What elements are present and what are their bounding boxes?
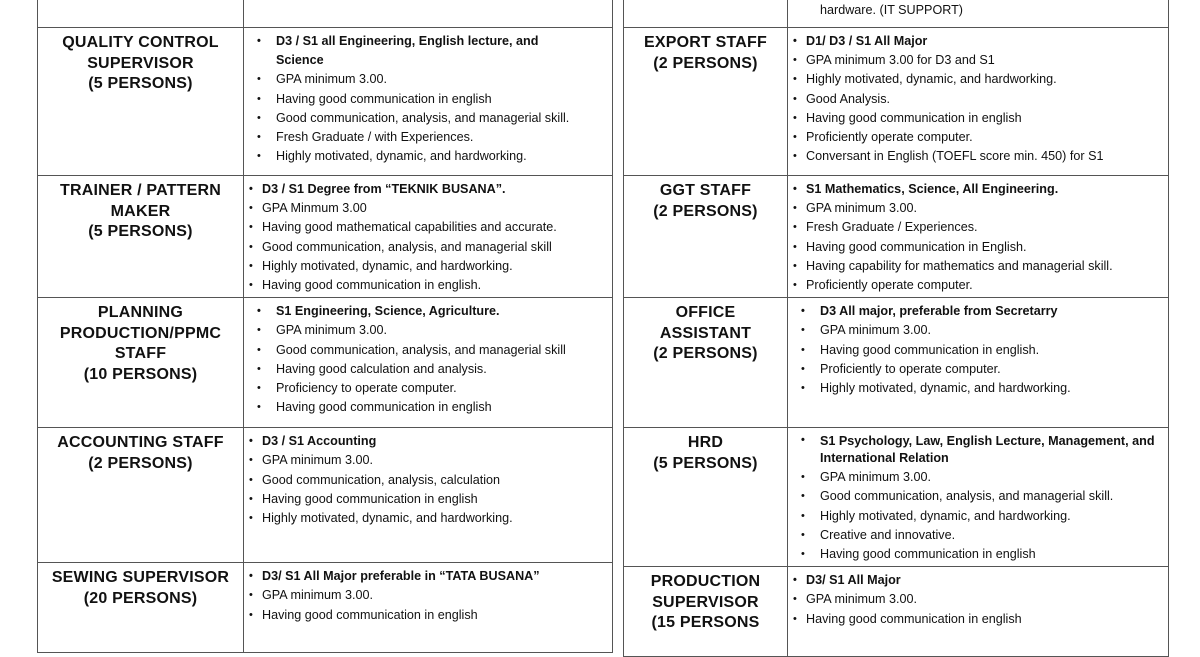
position-cell	[624, 28, 788, 176]
job-row	[624, 428, 1169, 567]
requirements-cell	[788, 28, 1169, 176]
position-title-line: TRAINER / PATTERN	[59, 182, 222, 199]
requirements-list	[244, 302, 608, 417]
requirement-item: • Having capability for mathematics and managerial skill.	[788, 257, 1164, 276]
requirements-cell	[788, 298, 1169, 428]
requirement-item: • Having good mathematical capabilities and accurate.	[244, 218, 608, 237]
position-title-line: (5 PERSONS)	[653, 454, 758, 472]
position-title-line: PLANNING	[97, 304, 184, 322]
requirements-cell	[788, 567, 1169, 657]
position-title-line: STAFF	[114, 345, 167, 363]
requirements-list	[244, 567, 608, 625]
requirement-item: • Highly motivated, dynamic, and hardworking.	[788, 507, 1164, 526]
requirement-item: • Highly motivated, dynamic, and hardworking.	[244, 147, 608, 166]
position-title-line: (2 PERSONS)	[88, 454, 193, 472]
requirement-item: • Highly motivated, dynamic, and hardworking.	[244, 257, 608, 276]
position-title-line: PRODUCTION/PPMC	[59, 324, 222, 342]
requirement-item: • Good Analysis.	[788, 90, 1164, 109]
requirement-item: • Good communication, analysis, calculation	[244, 471, 608, 490]
requirement-item: • Fresh Graduate / with Experiences.	[244, 128, 608, 147]
requirement-item: • GPA minimum 3.00.	[788, 321, 1164, 340]
requirement-item: • Having good communication in english	[244, 606, 608, 625]
job-row	[38, 28, 613, 176]
requirement-item: • Having good communication in english	[244, 398, 608, 417]
job-row	[38, 176, 613, 298]
position-cell	[624, 176, 788, 298]
position-title-line: (5 PERSONS)	[88, 223, 193, 240]
position-title-line: GGT STAFF	[659, 182, 752, 199]
requirement-item: • Having good calculation and analysis.	[244, 360, 608, 379]
requirement-item: • S1 Mathematics, Science, All Engineering.	[788, 180, 1164, 199]
position-title-line: ASSISTANT	[659, 324, 752, 342]
requirement-item: • S1 Psychology, Law, English Lecture, Management, and International Relation	[788, 432, 1164, 468]
requirement-item: Science	[276, 53, 324, 68]
requirements-cell	[244, 298, 613, 428]
requirement-item: • Good communication, analysis, and managerial skill.	[244, 109, 608, 128]
requirement-item: • Having good communication in english	[788, 109, 1164, 128]
position-title-line: EXPORT STAFF	[644, 34, 767, 51]
position-title-line: MAKER	[110, 202, 171, 220]
requirement-item: • GPA minimum 3.00.	[788, 590, 1164, 609]
position-cell	[38, 28, 244, 176]
requirement-item: • Good communication, analysis, and managerial skill	[244, 341, 608, 360]
requirements-list	[788, 571, 1164, 629]
position-title-line: (2 PERSONS)	[653, 54, 758, 72]
position-cell	[38, 176, 244, 298]
requirements-list	[244, 180, 608, 295]
requirements-cell	[788, 428, 1169, 567]
position-title-line: (15 PERSONS	[651, 614, 760, 632]
position-cell	[38, 563, 244, 653]
position-cell	[624, 0, 788, 28]
position-title-line: QUALITY CONTROL	[62, 34, 219, 51]
requirement-item: • D3 / S1 Degree from “TEKNIK BUSANA”.	[244, 180, 608, 199]
requirements-cell	[244, 428, 613, 563]
left-job-table	[37, 0, 613, 653]
requirements-list	[788, 32, 1164, 166]
requirement-item: • Having good communication in english	[244, 90, 608, 109]
requirements-cell	[244, 28, 613, 176]
position-cell	[38, 298, 244, 428]
requirement-item: • Good communication, analysis, and managerial skill.	[788, 487, 1164, 506]
requirement-item: • Highly motivated, dynamic, and hardworking.	[244, 509, 608, 528]
job-row	[38, 563, 613, 653]
job-row	[624, 567, 1169, 657]
position-title-line: (20 PERSONS)	[83, 589, 198, 607]
requirements-cell	[244, 0, 613, 28]
requirement-item: • Proficiently to operate computer.	[788, 360, 1164, 379]
requirement-item: hardware. (IT SUPPORT)	[820, 3, 964, 17]
requirement-item: • Proficiency to operate computer.	[244, 379, 608, 398]
position-title-line: OFFICE	[675, 304, 736, 322]
requirements-cell	[788, 176, 1169, 298]
job-row	[624, 176, 1169, 298]
requirement-item: • Fresh Graduate / Experiences.	[788, 218, 1164, 237]
position-title-line: SEWING SUPERVISOR	[51, 569, 230, 587]
requirements-cell	[244, 563, 613, 653]
position-title-line: HRD	[687, 434, 724, 452]
job-row	[624, 298, 1169, 428]
requirement-item: • D3 / S1 all Engineering, English lecture, and	[244, 32, 608, 51]
requirements-list	[788, 302, 1164, 398]
position-title-line: (10 PERSONS)	[83, 365, 198, 383]
requirements-cell	[788, 0, 1169, 28]
requirement-item: • GPA minimum 3.00.	[244, 586, 608, 605]
job-row	[38, 0, 613, 28]
position-title-line: SUPERVISOR	[652, 593, 759, 611]
requirement-item: • GPA Minmum 3.00	[244, 199, 608, 218]
job-row	[38, 428, 613, 563]
position-cell	[624, 298, 788, 428]
position-cell	[38, 0, 244, 28]
position-title-line: (5 PERSONS)	[88, 75, 193, 92]
requirements-list	[244, 32, 608, 166]
requirement-item: • S1 Engineering, Science, Agriculture.	[244, 302, 608, 321]
requirement-item: • Having good communication in english	[244, 490, 608, 509]
requirement-item: • GPA minimum 3.00.	[244, 321, 608, 340]
requirement-item: • GPA minimum 3.00.	[244, 451, 608, 470]
position-title-line: SUPERVISOR	[87, 54, 194, 72]
requirement-item: • Having good communication in english	[788, 610, 1164, 629]
position-title-line: (2 PERSONS)	[653, 345, 758, 363]
requirement-item: • Creative and innovative.	[788, 526, 1164, 545]
requirements-cell	[244, 176, 613, 298]
requirement-item: • D1/ D3 / S1 All Major	[788, 32, 1164, 51]
requirement-item: • Conversant in English (TOEFL score min. 450) for S1	[788, 147, 1164, 166]
requirement-item: • Highly motivated, dynamic, and hardworking.	[788, 379, 1164, 398]
requirements-list	[244, 432, 608, 528]
requirement-item: • D3 All major, preferable from Secretarry	[788, 302, 1164, 321]
requirement-item: • GPA minimum 3.00.	[244, 70, 608, 89]
job-row	[624, 28, 1169, 176]
requirements-list	[788, 180, 1164, 295]
requirement-item: • GPA minimum 3.00.	[788, 199, 1164, 218]
position-title-line: PRODUCTION	[650, 573, 761, 591]
requirement-item: • D3 / S1 Accounting	[244, 432, 608, 451]
position-cell	[624, 567, 788, 657]
requirement-item: • Having good communication in english.	[788, 341, 1164, 360]
requirement-item: • D3/ S1 All Major	[788, 571, 1164, 590]
requirements-list	[788, 432, 1164, 564]
requirement-item: • Proficiently operate computer.	[788, 276, 1164, 295]
requirement-item: • GPA minimum 3.00 for D3 and S1	[788, 51, 1164, 70]
requirement-item: • Highly motivated, dynamic, and hardworking.	[788, 70, 1164, 89]
job-row	[624, 0, 1169, 28]
requirement-item: • Having good communication in english	[788, 545, 1164, 564]
job-row	[38, 298, 613, 428]
requirement-item: • Having good communication in English.	[788, 238, 1164, 257]
requirement-item: • Having good communication in english.	[244, 276, 608, 295]
requirements-list	[788, 1, 1164, 20]
right-job-table	[623, 0, 1169, 657]
requirement-item: • GPA minimum 3.00.	[788, 468, 1164, 487]
position-cell	[38, 428, 244, 563]
requirement-item: • Proficiently operate computer.	[788, 128, 1164, 147]
position-title-line: ACCOUNTING STAFF	[57, 434, 224, 452]
requirement-item: • D3/ S1 All Major preferable in “TATA BUSANA”	[244, 567, 608, 586]
requirement-item: • Good communication, analysis, and managerial skill	[244, 238, 608, 257]
position-cell	[624, 428, 788, 567]
position-title-line: (2 PERSONS)	[653, 202, 758, 220]
